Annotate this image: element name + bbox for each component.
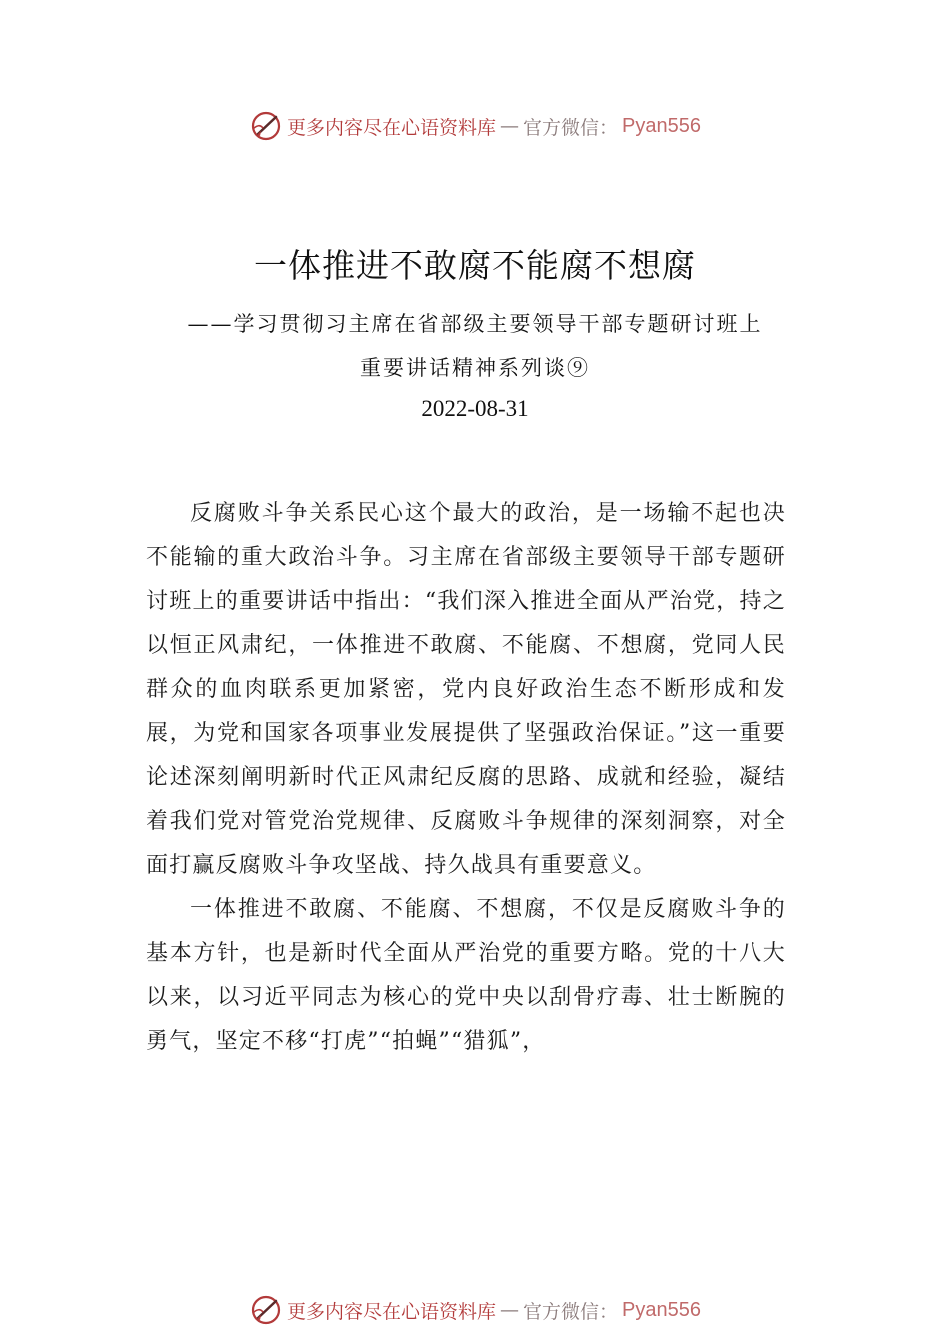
paragraph: 一体推进不敢腐、不能腐、不想腐，不仅是反腐败斗争的基本方针，也是新时代全面从严治党的重要方略。党的十八大以来，以习近平同志为核心的党中央以刮骨疗毒、壮士断腕的勇气，坚定不移“打虎”“拍蝇”“猎狐”，	[146, 897, 786, 1054]
document-date: 2022-08-31	[421, 396, 529, 421]
paragraph: 反腐败斗争关系民心这个最大的政治，是一场输不起也决不能输的重大政治斗争。习主席在省部级主要领导干部专题研讨班上的重要讲话中指出：“我们深入推进全面从严治党，持之以恒正风肃纪，一体推进不敢腐、不能腐、不想腐，党同人民群众的血肉联系更加紧密，党内良好政治生态不断形成和发展，为党和国家各项事业发展提供了坚强政治保证。”这一重要论述深刻阐明新时代正风肃纪反腐的思路、成就和经验，凝结着我们党对管党治党规律、反腐败斗争规律的深刻洞察，对全面打赢反腐败斗争攻坚战、持久战具有重要意义。	[146, 501, 786, 878]
banner-wechat-id: Pyan556	[622, 114, 701, 137]
banner-main-text: 更多内容尽在心语资料库	[287, 116, 497, 139]
document-subtitle-line2: 重要讲话精神系列谈⑨	[360, 356, 590, 380]
pen-circle-logo-icon	[249, 1293, 283, 1327]
footer-banner	[0, 1290, 950, 1330]
banner-dash: —	[500, 1299, 520, 1321]
banner-dash: —	[500, 115, 520, 137]
document-subtitle-line1: ——学习贯彻习主席在省部级主要领导干部专题研讨班上	[187, 312, 763, 336]
document-body	[146, 492, 786, 1064]
banner-sub-text: 官方微信：	[523, 116, 619, 139]
banner-wechat-id: Pyan556	[622, 1298, 701, 1321]
banner-sub-text: 官方微信：	[523, 1300, 619, 1323]
pen-circle-logo-icon	[249, 109, 283, 143]
document-title: 一体推进不敢腐不能腐不想腐	[254, 246, 696, 285]
banner-main-text: 更多内容尽在心语资料库	[287, 1300, 497, 1323]
header-banner	[0, 106, 950, 146]
